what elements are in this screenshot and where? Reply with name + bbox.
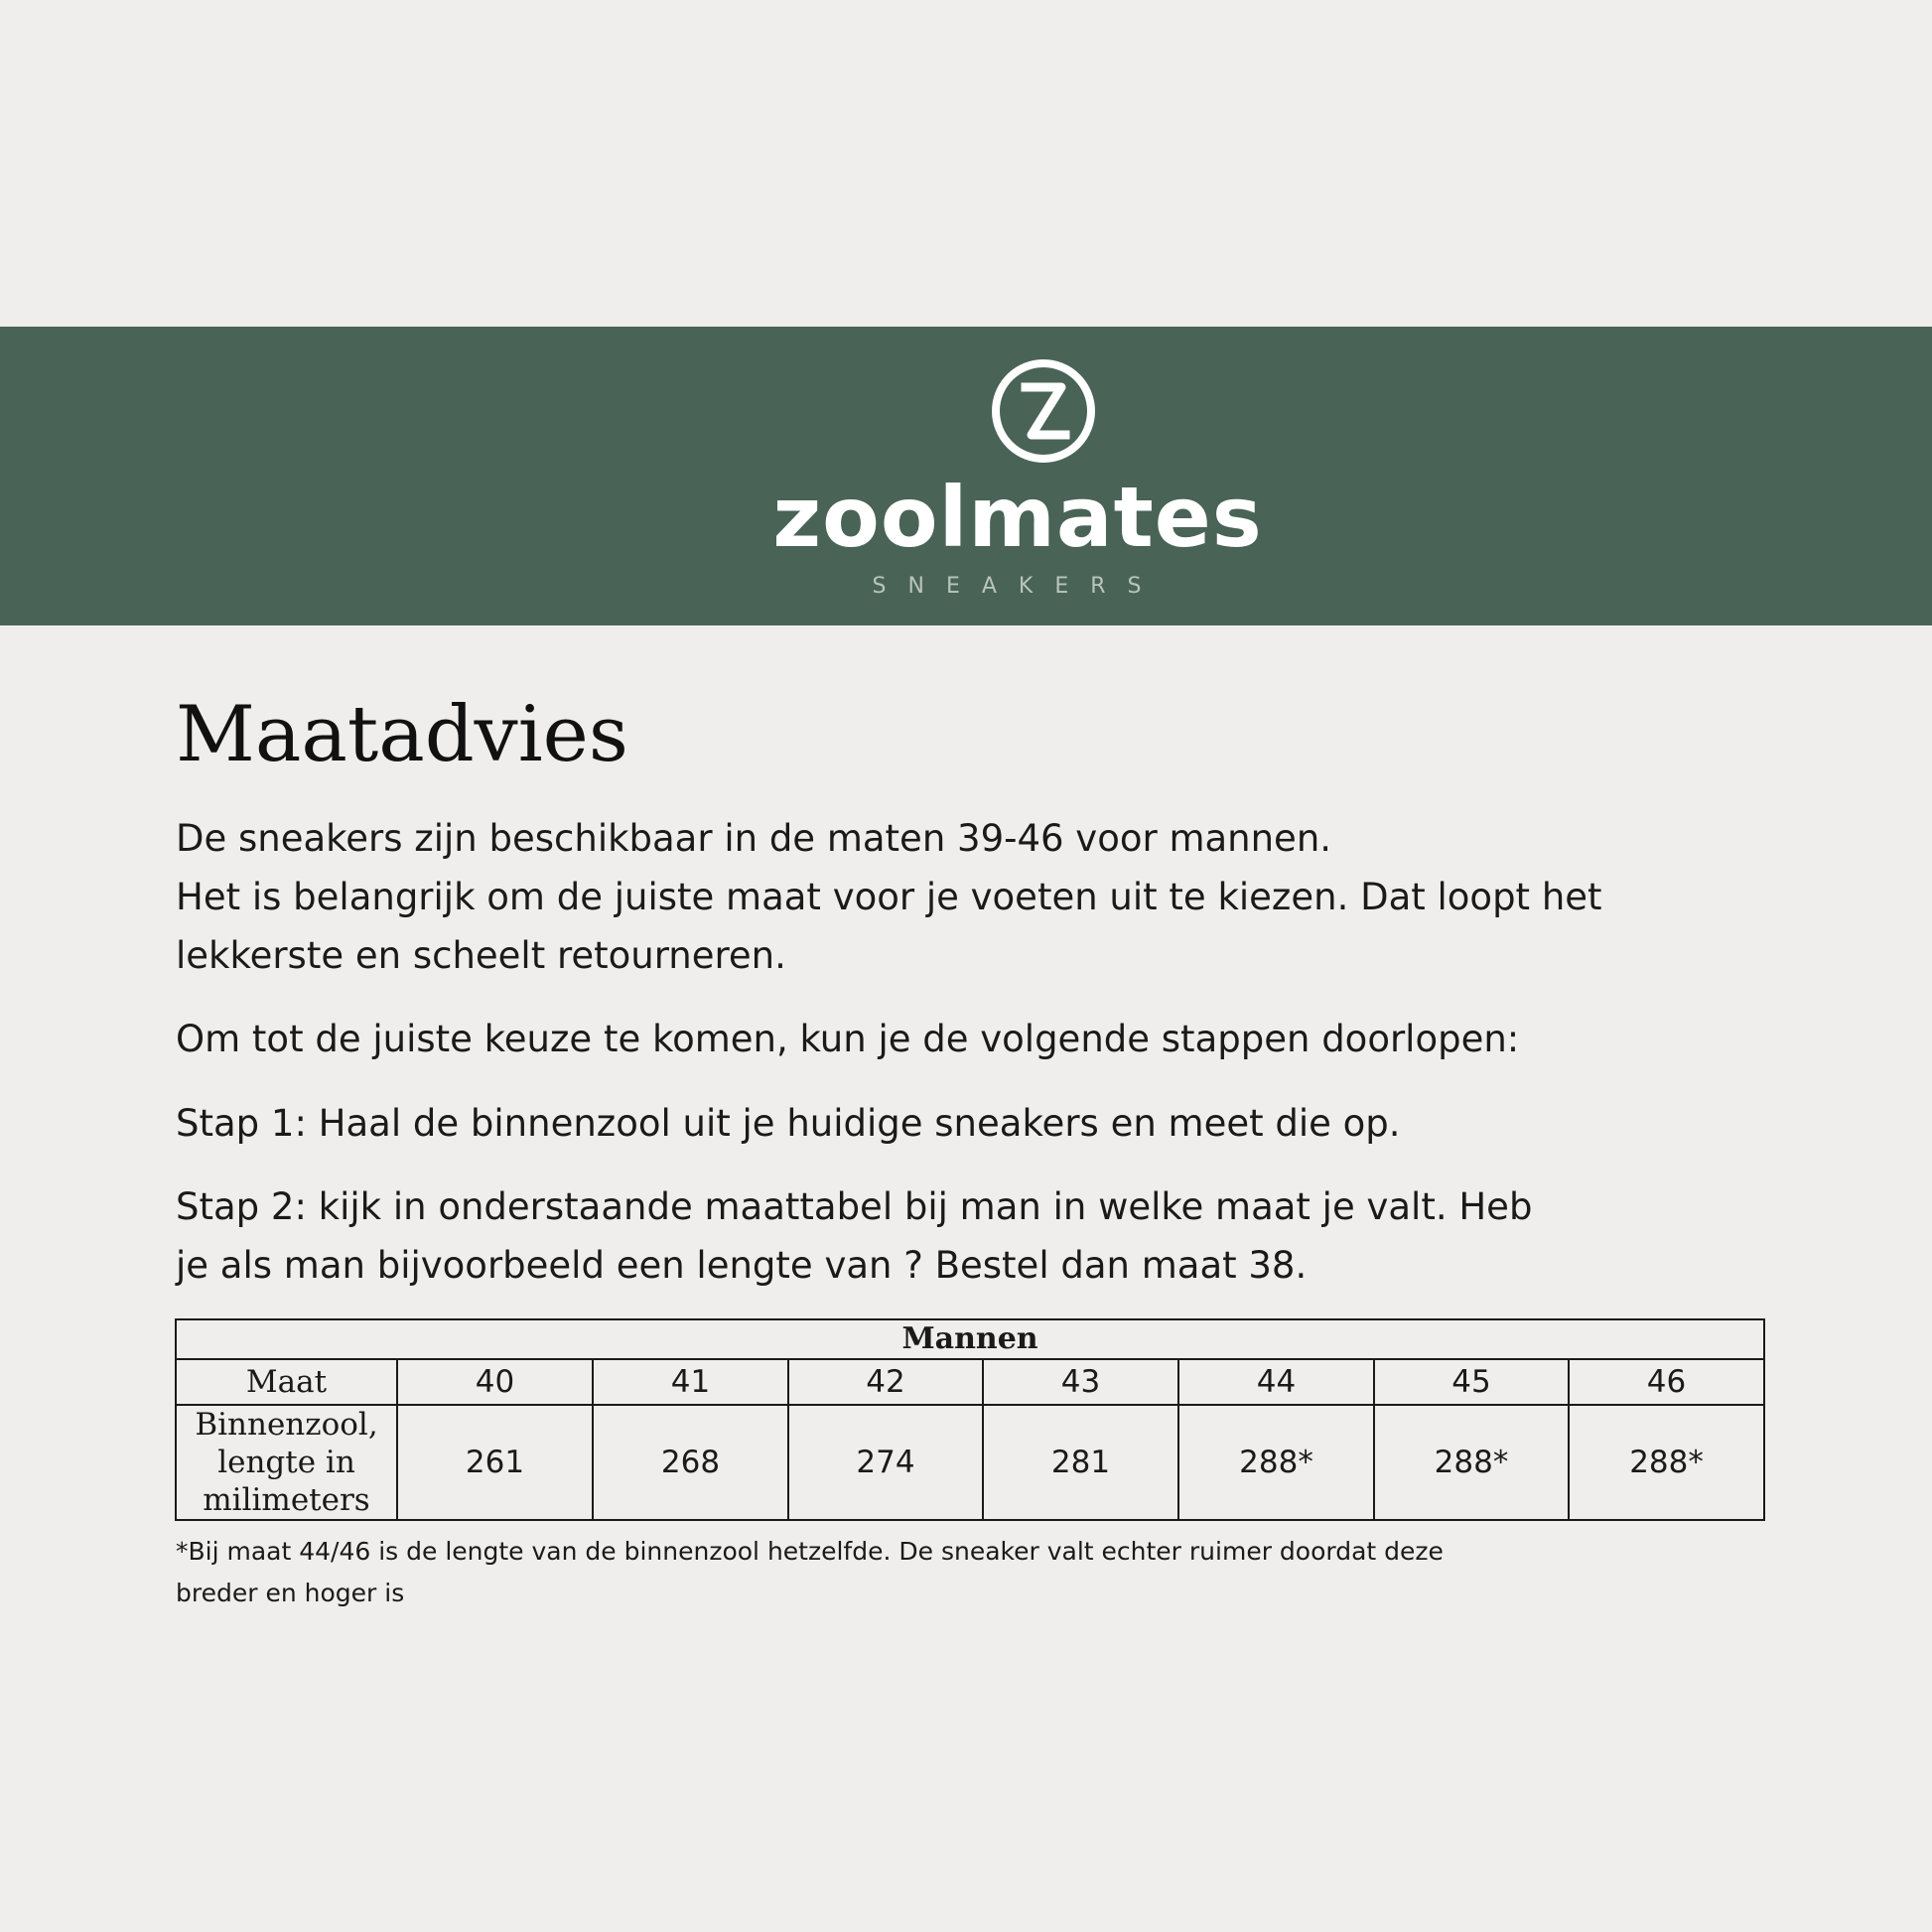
length-row-label [176, 1405, 397, 1520]
length-label-line: Binnenzool, [195, 1407, 378, 1443]
intro-line: Het is belangrijk om de juiste maat voor je voeten uit te kiezen. Dat loopt het [176, 876, 1602, 918]
length-cell: 261 [397, 1405, 593, 1520]
length-label-line: milimeters [203, 1482, 370, 1518]
step-2-line: je als man bijvoorbeeld een lengte van ? Bestel dan maat 38. [176, 1244, 1308, 1287]
step-1-text: Stap 1: Haal de binnenzool uit je huidige sneakers en meet die op. [176, 1102, 1401, 1145]
steps-intro [176, 1010, 1784, 1068]
size-cell: 43 [983, 1359, 1178, 1405]
s-circle-logo-icon [990, 357, 1097, 465]
size-cell: 45 [1374, 1359, 1569, 1405]
footnote-line: *Bij maat 44/46 is de lengte van de binnenzool hetzelfde. De sneaker valt echter ruimer doordat deze [176, 1537, 1444, 1566]
size-cell: 46 [1569, 1359, 1764, 1405]
length-cell: 281 [983, 1405, 1178, 1520]
length-cell: 268 [593, 1405, 788, 1520]
length-cell: 274 [788, 1405, 983, 1520]
size-cell: 44 [1178, 1359, 1374, 1405]
length-cell: 288* [1178, 1405, 1374, 1520]
page-title: Maatadvies [176, 690, 628, 779]
brand-wordmark: zoolmates [772, 469, 1263, 566]
table-footnote [176, 1531, 1725, 1614]
step-1 [176, 1094, 1784, 1153]
length-cell: 288* [1569, 1405, 1764, 1520]
step-2 [176, 1177, 1784, 1295]
step-2-line: Stap 2: kijk in onderstaande maattabel bij man in welke maat je valt. Heb [176, 1185, 1533, 1228]
length-label-line: lengte in [217, 1445, 355, 1480]
brand-tagline: SNEAKERS [872, 574, 1164, 599]
intro-paragraph [176, 809, 1784, 985]
length-cell: 288* [1374, 1405, 1569, 1520]
size-cell: 40 [397, 1359, 593, 1405]
size-cell: 41 [593, 1359, 788, 1405]
steps-intro-text: Om tot de juiste keuze te komen, kun je de volgende stappen doorlopen: [176, 1018, 1520, 1060]
intro-line: De sneakers zijn beschikbaar in de maten 39-46 voor mannen. [176, 817, 1332, 860]
size-table [175, 1318, 1765, 1521]
size-row-label: Maat [176, 1359, 397, 1405]
size-cell: 42 [788, 1359, 983, 1405]
footnote-line: breder en hoger is [176, 1579, 405, 1607]
intro-line: lekkerste en scheelt retourneren. [176, 934, 786, 977]
table-heading: Mannen [176, 1319, 1764, 1359]
